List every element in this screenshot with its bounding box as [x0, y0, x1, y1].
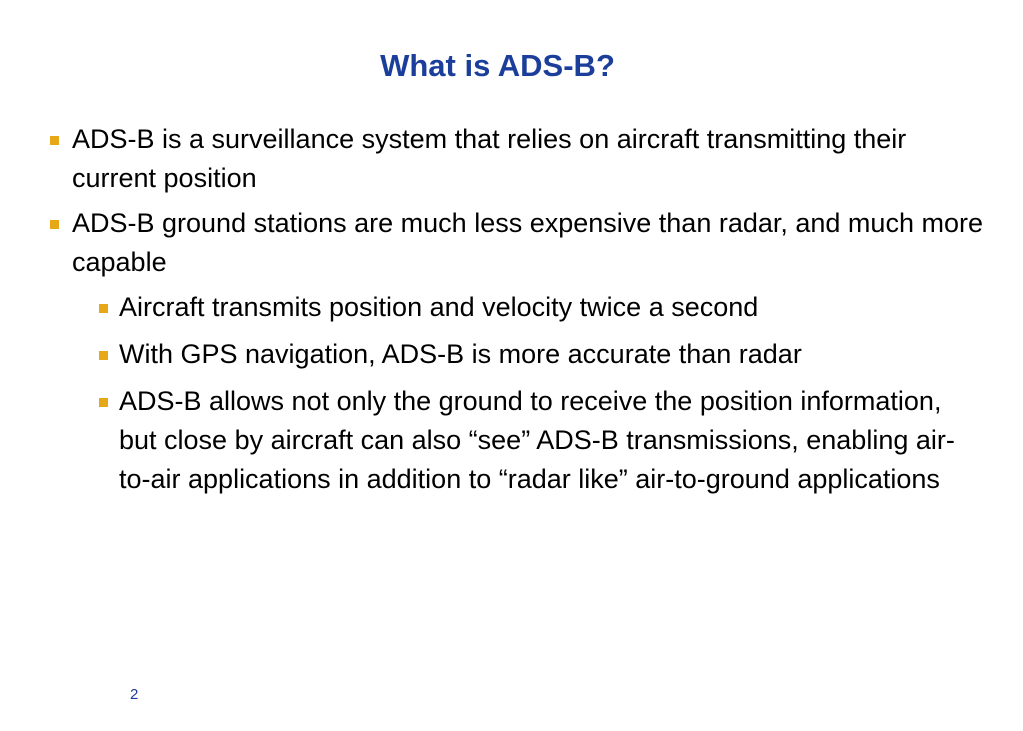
square-bullet-icon — [99, 398, 108, 407]
square-bullet-icon — [99, 304, 108, 313]
sub-bullet-item — [44, 335, 984, 374]
square-bullet-icon — [50, 220, 59, 229]
bullet-item — [44, 204, 984, 282]
slide-title: What is ADS-B? — [380, 48, 615, 83]
square-bullet-icon — [99, 351, 108, 360]
sub-bullet-item — [44, 382, 984, 499]
sub-bullet-text: Aircraft transmits position and velocity twice a second — [119, 292, 759, 322]
sub-bullet-item — [44, 288, 984, 327]
bullet-list — [44, 120, 984, 507]
page-number: 2 — [130, 686, 139, 703]
bullet-text: ADS-B is a surveillance system that relies on aircraft transmitting their current position — [72, 124, 907, 193]
bullet-text: ADS-B ground stations are much less expensive than radar, and much more capable — [72, 208, 983, 277]
sub-bullet-text: With GPS navigation, ADS-B is more accurate than radar — [119, 339, 802, 369]
bullet-item — [44, 120, 984, 198]
sub-bullet-text: ADS-B allows not only the ground to receive the position information, but close by aircraft can also “see” ADS-B transmissions, enabling air-to-air applications in addition to “radar like” air-to-ground applications — [119, 386, 955, 494]
square-bullet-icon — [50, 136, 59, 145]
